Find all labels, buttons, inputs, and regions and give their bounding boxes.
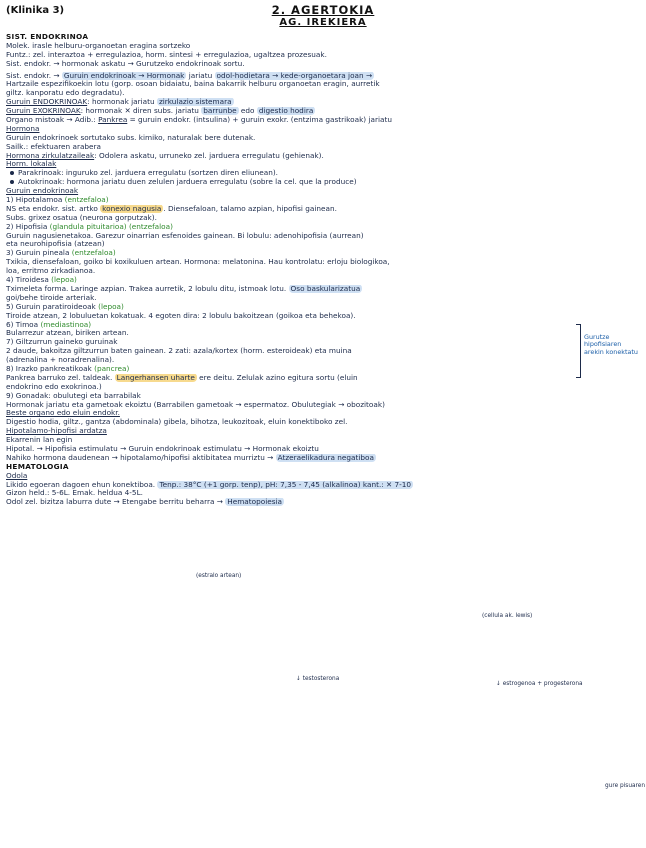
location-tag: (entzefaloa) [71,249,116,258]
title-block [6,3,640,29]
note-line: loa, erritmo zirkadianoa. [6,267,96,276]
note-line [6,285,640,294]
annotation: ↓ estrogenoa + progesterona [496,681,583,687]
note-line: Gizon held.: 5-6L. Emak. heldua 4-5L. [6,489,143,498]
highlight-yellow: Langerhansen uharte [116,373,195,382]
text-span: . Diensefaloan, talamo azpian, hipofisi gainean. [163,204,337,213]
gland-heading [6,249,640,258]
annotation: (estralo artean) [196,573,242,579]
text-span: Organo mistoak → Adib.: [6,116,99,125]
text-span: Autokrinoak [18,178,62,187]
text-span: 4) Tiroidesa [6,276,52,285]
highlight: Tenp.: 38°C (+1 gorp. tenp), pH: 7,35 - 7,45 (alkalinoa) kant.: ✕ 7-10 [159,480,412,489]
text-span: edo [238,107,257,116]
note-line: Hartzaile espezifikoekin lotu (gorp. osoan bidaiatu, baina bakarrik helburu organoetan eragin, aurretik [6,80,380,89]
gland-heading: 9) Gonadak: obulutegi eta barrabilak [6,391,141,400]
note-line: endokrino edo exokrinoa.) [6,382,102,391]
header [6,3,640,33]
highlight: odol-hodietara → kede-organoetara joan → [216,71,373,80]
subheading: Hipotalamo-hipofisi ardatza [6,427,107,436]
highlight: digestio hodira [258,107,314,116]
gland-heading [6,303,640,312]
underlined-term: Hormona zirkulatzaileak [6,151,95,160]
page-title: 2. AGERTOKIA [271,3,375,17]
note-line: (adrenalina + noradrenalina). [6,356,115,365]
note-line [6,152,640,161]
note-line: Subs. grixez osatua (neurona gorputzak). [6,213,157,222]
section-heading: SIST. ENDOKRINOA [6,33,89,41]
location-tag: (mediastinoa) [40,320,92,329]
note-line: Sist. endokr. → hormonak askatu → Gurutzeko endokrinoak sortu. [6,59,245,68]
text-span: : hormonak jariatu [87,98,157,107]
note-line: 2 daude, bakoitza giltzurrun baten gainean. 2 zati: azala/kortex (horm. esteroideak) eta muina [6,347,352,356]
course-label: (Klinika 3) [6,5,65,16]
text-span: 3) Guruin pineala [6,249,72,258]
note-line: Digestio hodia, giltz., gantza (abdominala) gibela, bihotza, leukozitoak, eluin konektiboko zel. [6,418,348,427]
note-line [6,98,640,107]
location-tag: (lepoa) [98,302,124,311]
bullet-line [6,178,640,187]
note-line: Molek. irasle helburu-organoetan eragina sortzeko [6,41,191,50]
highlight: Atzeraelikadura negatiboa [277,453,374,462]
gland-heading [6,365,640,374]
note-line: goi/behe tiroide arteriak. [6,293,97,302]
bullet-icon [10,180,14,184]
text-span: ere deitu. Zelulak azino egitura sortu (eluin [196,373,358,382]
text-span: 2) Hipofisia [6,222,50,231]
note-line: Tiroide atzean, 2 lobuluetan kokatuak. 4 egoten dira: 2 lobulu bakoitzean (goikoa eta behekoa). [6,311,356,320]
text-span: Parakrinoak [18,169,62,178]
location-tag: (lepoa) [51,276,77,285]
text-span: : hormonak ✕ diren subs. jariatu [80,107,202,116]
underlined-term: Pankrea [98,116,128,125]
highlight: zirkulazio sistemara [158,98,232,107]
gland-heading [6,196,640,205]
note-line: Sailk.: efektuaren arabera [6,142,102,151]
note-line [6,454,640,463]
text-span: 5) Guruin paratiroideoak [6,302,99,311]
highlight-yellow: konexio nagusia [102,204,162,213]
text-span: 6) Timoa [6,320,41,329]
location-tag: (entzefaloa) [64,196,109,205]
location-tag: (glandula pituitarioa) (entzefaloa) [49,222,173,231]
text-span: = guruin endokr. (intsulina) + guruin exokr. (entzima gastrikoak) jariatu [127,116,392,125]
location-tag: (pancrea) [94,364,130,373]
note-line [6,205,640,214]
subheading: Guruin endokrinoak [6,187,79,196]
note-line: Ekarrenin lan egin [6,436,73,445]
annotation: ↓ testosterona [296,676,340,682]
side-note: Gurutze hipofisiaren arekin konektatu [584,333,638,356]
bullet-line [6,169,640,178]
text-span: NS eta endokr. sist. artko [6,204,101,213]
gland-heading [6,223,640,232]
note-line [6,374,640,383]
subheading: Beste organo edo eluin endokr. [6,409,120,418]
text-span: 8) Irazko pankreatikoak [6,364,95,373]
bullet-icon [10,171,14,175]
section-heading: HEMATOLOGIA [6,462,69,471]
note-line: Hormonak jariatu eta gametoak ekoiztu (Barrabilen gametoak → espermatoz. Obulutegiak → obozitoak) [6,400,385,409]
highlight: Guruin endokrinoak → Hormonak [63,71,185,80]
text-span: Odol zel. bizitza laburra dute → Etengabe berritu beharra → [6,498,226,507]
text-span: Sist. endokr. → [6,71,62,80]
note-line: Guruin nagusienetakoa. Garezur oinarrian esfenoides gainean. Bi lobulu: adenohipofisia (aurrean) [6,231,364,240]
note-line [6,481,640,490]
gland-heading [6,321,640,330]
text-span: : inguruko zel. jarduera erregulatu (sortzen diren eliunean). [61,169,278,178]
note-line [6,116,640,125]
subheading: Odola [6,471,28,480]
note-line: Bularrezur atzean, biriken artean. [6,329,129,338]
text-span: 1) Hipotalamoa [6,196,65,205]
text-span: Pankrea barruko zel. taldeak. [6,373,115,382]
highlight: Oso baskularizatua [290,284,361,293]
underlined-term: Guruin EXOKRINOAK [6,107,81,116]
note-line: Guruin endokrinoek sortutako subs. kimiko, naturalak bere dutenak. [6,133,256,142]
text-span: : Odolera askatu, urruneko zel. jarduera erregulatu (gehienak). [94,151,324,160]
annotation: (cellula ak. lewis) [482,613,533,619]
bracket [576,324,581,378]
note-line: Funtz.: zel. interaztoa + erregulazioa, horm. sintesi + erregulazioa, ugaltzea prozesuak. [6,50,327,59]
text-span: : hormona jariatu duen zelulen jarduera erregulatu (sobre la cel. que la produce) [61,178,357,187]
text-span: Nahiko hormona daudenean → hipotalamo/hipofisi aktibitatea murriztu → [6,453,276,462]
text-span: jariatu [186,71,215,80]
underlined-term: Guruin ENDOKRINOAK [6,98,88,107]
note-line: Hipotal. → Hipofisia estimulatu → Guruin endokrinoak estimulatu → Hormonak ekoiztu [6,444,319,453]
note-line [6,107,640,116]
annotation: gure pisuaren [605,783,646,789]
note-line [6,498,640,507]
gland-heading [6,276,640,285]
note-line: Txikia, diensefaloan, goiko bi koxikuluen artean. Hormona: melatonina. Hau kontrolatu: erloju biologikoa, [6,258,390,267]
highlight: Hematopoiesia [227,498,283,507]
note-line: eta neurohipofisia (atzean) [6,240,105,249]
text-span: Tximeleta forma. Laringe azpian. Trakea aurretik, 2 lobulu ditu, istmoak lotu. [6,284,289,293]
subheading: Horm. lokalak [6,160,57,169]
subheading: Hormona [6,124,40,133]
text-span: Likido egoeran dagoen ehun konektiboa. [6,480,158,489]
highlight: barrunbe [203,107,237,116]
page-subtitle: AG. IREKIERA [279,17,367,29]
note-line: giltz. kanporatu edo degradatu). [6,89,125,98]
note-line [6,72,640,81]
gland-heading: 7) Giltzurrun gaineko guruinak [6,338,118,347]
